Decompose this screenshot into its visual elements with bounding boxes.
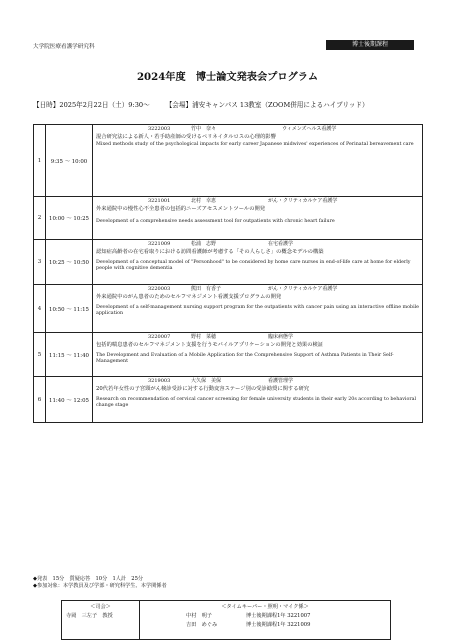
row-number: 6 [34, 377, 46, 422]
presenter-name: 大久保 美保 [191, 378, 222, 384]
title-en: Mixed methods study of the psychological impacts for early career Japanese midwives' experiences of Perinatal bereavement care [96, 141, 414, 147]
program-table [33, 124, 423, 423]
title-jp: 認知症高齢者の在宅看取りにおける訪問看護師が考慮する「その人らしさ」の概念モデルの構築 [96, 249, 324, 255]
row-time: 10:00 〜 10:25 [46, 197, 93, 239]
audience-note: ◆参加対象：本学教員及び学部・研究科学生、本学関係者 [33, 583, 167, 590]
timekeeper-name: 中村 明子 [186, 613, 212, 619]
presenter-name: 松浦 志野 [191, 241, 217, 247]
title-en: Development of a conceptual model of "Personhood" to be considered by home care nurses in end-of-life care at home for elderly people with cognitive dementia [96, 259, 411, 272]
title-jp: 外来通院中のがん患者のためのセルフマネジメント看護支援プログラムの開発 [96, 294, 282, 300]
row-number: 1 [34, 125, 46, 196]
title-en: Research on recommendation of cervical cancer screening for female university students in their early 20s according to behavioral change stage [96, 396, 417, 409]
field-name: ウィメンズヘルス看護学 [282, 126, 337, 132]
student-id: 3220003 [148, 286, 171, 292]
moderator-section [62, 601, 140, 639]
program-row [34, 197, 422, 240]
moderator-name: 寺岡 三左子 教授 [66, 613, 113, 619]
title-en: Development of a comprehensive needs assessment tool for outpatients with chronic heart failure [96, 218, 335, 224]
field-name: 在宅看護学 [268, 241, 294, 247]
field-name: がん・クリティカルケア看護学 [268, 198, 338, 204]
row-time: 10:25 〜 10:50 [46, 240, 93, 284]
moderator-label: ＜司会＞ [90, 604, 111, 610]
title-jp: 包括的喘息患者のセルフマネジメント支援を行うモバイルアプリケーションの開発と効果の検証 [96, 342, 324, 348]
row-number: 2 [34, 197, 46, 239]
program-row [34, 333, 422, 377]
presenter-name: 熊田 有香子 [191, 286, 222, 292]
timekeeper-entry [186, 621, 384, 628]
title-jp: 外来通院中の慢性心不全患者の包括的ニーズアセスメントツールの開発 [96, 206, 266, 212]
event-meta [33, 99, 369, 109]
title-en: The Development and Evaluation of a Mobile Application for the Comprehensive Support of Asthma Patients in Their Self-Management [96, 352, 394, 365]
timekeeper-info: 博士後期課程1年 3221009 [246, 622, 311, 628]
page-title: 2024年度 博士論文発表会プログラム [136, 71, 319, 83]
time-note: ◆発表 15分 質疑応答 10分 1人計 25分 [33, 576, 144, 582]
student-id: 3221009 [148, 241, 171, 247]
field-name: がん・クリティカルケア看護学 [268, 286, 338, 292]
title-en: Development of a self-management nursing support program for the outpatients with cancer pain using an interactive offline mobile application [96, 304, 419, 317]
presenter-name: 北村 幸恵 [191, 198, 217, 204]
timekeeper-entry [186, 612, 384, 619]
row-time: 9:35 〜 10:00 [46, 125, 93, 196]
field-name: 看護管理学 [268, 378, 294, 384]
row-number: 4 [34, 285, 46, 332]
program-row [34, 377, 422, 422]
student-id: 3221001 [148, 198, 171, 204]
timekeeper-name: 吉田 めぐみ [186, 622, 218, 628]
student-id: 3222003 [148, 126, 171, 132]
program-row [34, 125, 422, 197]
student-id: 3220007 [148, 334, 171, 340]
staff-box [61, 600, 391, 640]
program-row [34, 285, 422, 333]
presenter-name: 野村 菜穂 [191, 334, 217, 340]
event-date: 【日時】2025年2月22日（土）9:30〜 [33, 101, 150, 109]
timekeeper-section [140, 601, 390, 639]
course-badge: 博士後期課程 [326, 40, 414, 50]
row-number: 5 [34, 333, 46, 376]
notes [33, 576, 167, 591]
presenter-name: 竹中 奈々 [191, 126, 217, 132]
student-id: 3219003 [148, 378, 171, 384]
row-time: 11:15 〜 11:40 [46, 333, 93, 376]
row-number: 3 [34, 240, 46, 284]
field-name: 臨床病態学 [268, 334, 294, 340]
program-row [34, 240, 422, 285]
timekeeper-label: ＜タイムキーパー・照明・マイク係＞ [221, 604, 309, 610]
title-jp: 混合研究法による新人・若手助産師の受けるペリネイタルロスの心理的影響 [96, 134, 276, 140]
timekeeper-info: 博士後期課程1年 3221007 [246, 613, 311, 619]
title-jp: 20代若年女性の子宮頸がん検診受診に対する行動変容ステージ別の受診勧奨に関する研究 [96, 386, 310, 392]
row-time: 10:50 〜 11:15 [46, 285, 93, 332]
school-name: 大学院医療看護学研究科 [33, 44, 95, 50]
row-time: 11:40 〜 12:05 [46, 377, 93, 422]
event-venue: 【会場】浦安キャンパス 13教室（ZOOM併用によるハイブリッド） [165, 101, 369, 109]
